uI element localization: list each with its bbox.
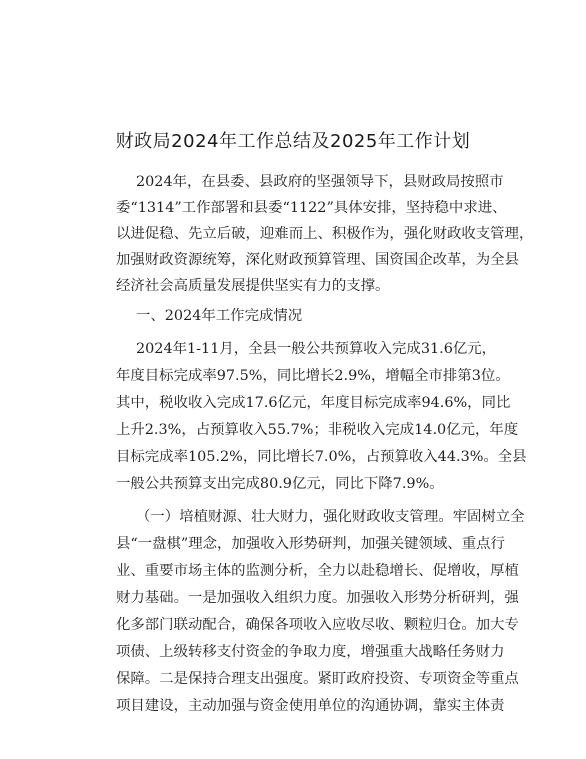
subsection-line: 项债、上级转移支付资金的争取力度，增强重大战略任务财力 [116,644,505,660]
section-heading: 一、2024年工作完成情况 [136,308,303,324]
intro-line: 经济社会高质量发展提供坚实有力的支撑。 [116,278,390,294]
summary-line: 目标完成率105.2%，同比增长7.0%，占预算收入44.3%。全县 [116,449,527,465]
document-title: 财政局2024年工作总结及2025年工作计划 [115,131,471,152]
subsection-line: 化多部门联动配合，确保各项收入应收尽收、颗粒归仓。加大专 [116,617,519,633]
subsection-line: 业、重要市场主体的监测分析，全力以赴稳增长、促增收，厚植 [116,563,519,579]
summary-line: 2024年1-11月，全县一般公共预算收入完成31.6亿元， [136,341,497,357]
subsection-line: 项目建设，主动加强与资金使用单位的沟通协调，靠实主体责 [116,698,505,714]
summary-line: 年度目标完成率97.5%，同比增长2.9%，增幅全市排第3位。 [116,368,510,384]
summary-line: 一般公共预算支出完成80.9亿元，同比下降7.9%。 [116,476,444,492]
summary-line: 上升2.3%，占预算收入55.7%；非税收入完成14.0亿元，年度 [116,422,519,438]
intro-line: 委“1314”工作部署和县委“1122”具体安排，坚持稳中求进、 [116,200,507,216]
subsection-line: 保障。二是保持合理支出强度。紧盯政府投资、专项资金等重点 [116,671,519,687]
subsection-line: （一）培植财源、壮大财力，强化财政收支管理。牢固树立全 [136,509,525,525]
subsection-line: 县“一盘棋”理念，加强收入形势研判，加强关键领域、重点行 [116,536,505,552]
subsection-line: 财力基础。一是加强收入组织力度。加强收入形势分析研判，强 [116,590,519,606]
intro-line: 以进促稳、先立后破，迎难而上、积极作为，强化财政收支管理， [116,226,534,242]
intro-line: 加强财政资源统筹，深化财政预算管理、国资国企改革，为全县 [116,252,519,268]
intro-line: 2024年，在县委、县政府的坚强领导下，县财政局按照市 [136,174,504,190]
summary-line: 其中，税收收入完成17.6亿元，年度目标完成率94.6%，同比 [116,395,511,411]
